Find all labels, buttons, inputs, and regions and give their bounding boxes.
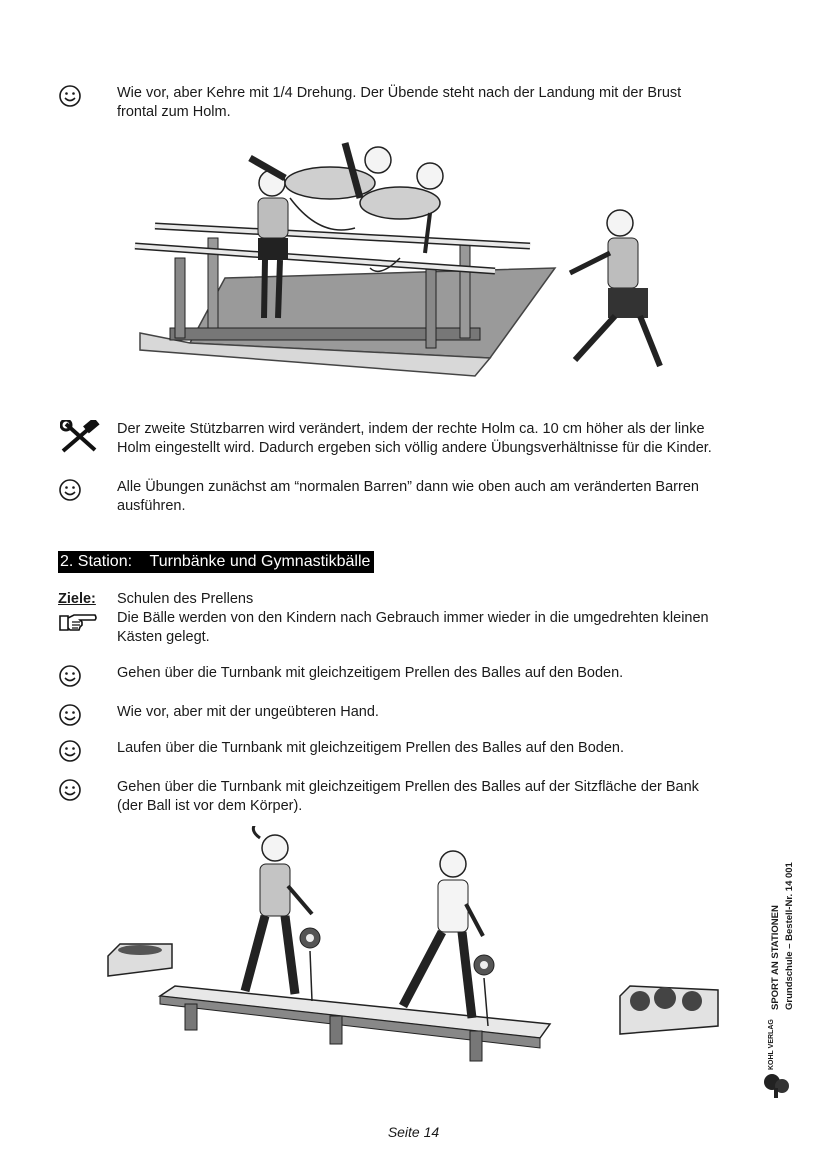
ziele-text: Schulen des Prellens: [117, 591, 254, 607]
text-line: Holm eingestellt wird. Dadurch ergeben sich völlig andere Übungsverhältnisse für die Kinder.: [117, 440, 712, 456]
text-line: ausführen.: [117, 498, 186, 514]
bench-illustration: [100, 826, 730, 1096]
publisher-sidebar: [758, 840, 804, 1110]
text-line: Der zweite Stützbarren wird verändert, indem der rechte Holm ca. 10 cm höher als der linke: [117, 421, 705, 437]
sidebar-title: SPORT AN STATIONEN: [770, 905, 781, 1010]
ziele-label: Ziele:: [58, 591, 96, 607]
exercise-text: Gehen über die Turnbank mit gleichzeitigem Prellen des Balles auf den Boden.: [117, 665, 624, 681]
text-block: [117, 84, 681, 122]
smiley-icon: [58, 84, 82, 108]
tools-icon: [60, 420, 100, 454]
text-block: [117, 778, 699, 816]
publisher-name: KOHL VERLAG: [768, 1019, 775, 1070]
publisher-logo-icon: [762, 1072, 792, 1098]
text-block: [117, 478, 699, 516]
text-block: [117, 420, 712, 458]
smiley-icon: [58, 664, 82, 688]
smiley-icon: [58, 739, 82, 763]
smiley-icon: [58, 778, 82, 802]
section-heading: 2. Station: Turnbänke und Gymnastikbälle: [58, 551, 374, 573]
text-line: Gehen über die Turnbank mit gleichzeitigem Prellen des Balles auf der Sitzfläche der Bank: [117, 779, 699, 795]
text-line: Wie vor, aber Kehre mit 1/4 Drehung. Der Übende steht nach der Landung mit der Brust: [117, 85, 682, 101]
text-line: Alle Übungen zunächst am “normalen Barren” dann wie oben auch am veränderten Barren: [117, 479, 699, 495]
text-line: Die Bälle werden von den Kindern nach Gebrauch immer wieder in die umgedrehten kleinen: [117, 610, 709, 626]
text-line: (der Ball ist vor dem Körper).: [117, 798, 303, 814]
text-line: frontal zum Holm.: [117, 104, 231, 120]
smiley-icon: [58, 478, 82, 502]
smiley-icon: [58, 703, 82, 727]
exercise-text: Laufen über die Turnbank mit gleichzeitigem Prellen des Balles auf den Boden.: [117, 740, 625, 756]
sidebar-order-number: Grundschule – Bestell-Nr. 14 001: [784, 862, 795, 1010]
parallel-bars-illustration: [130, 128, 690, 386]
exercise-text: Wie vor, aber mit der ungeübteren Hand.: [117, 704, 379, 720]
text-block: [117, 609, 709, 647]
page-number: Seite 14: [387, 1124, 440, 1140]
pointing-hand-icon: [58, 612, 98, 634]
text-line: Kästen gelegt.: [117, 629, 210, 645]
